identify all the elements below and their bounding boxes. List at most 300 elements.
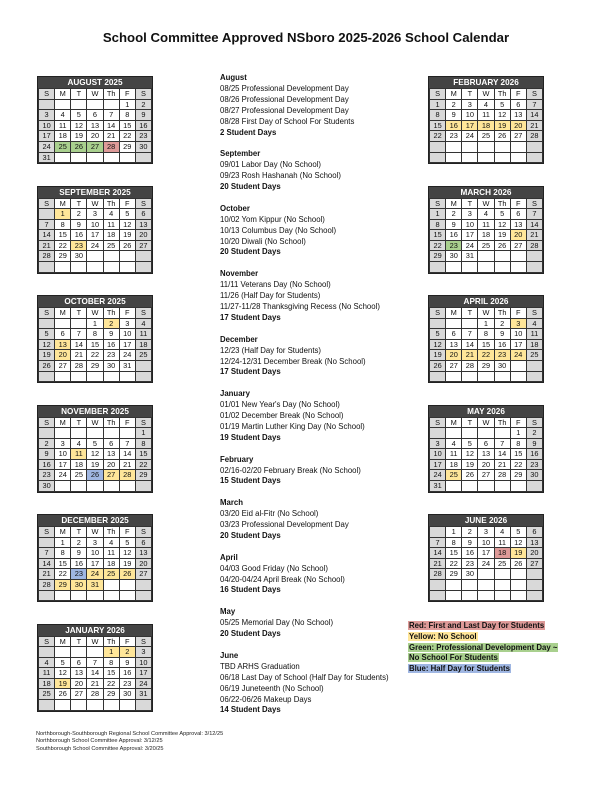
event-month-heading: December bbox=[220, 334, 258, 344]
legend-line bbox=[408, 632, 558, 643]
calendar-day: 19 bbox=[71, 131, 87, 142]
calendar-day: 25 bbox=[478, 131, 494, 142]
weekday-header: S bbox=[526, 198, 542, 209]
calendar-day bbox=[71, 152, 87, 163]
calendar-day bbox=[526, 569, 542, 580]
event-item: 08/26 Professional Development Day bbox=[220, 94, 349, 104]
calendar-day: 26 bbox=[119, 240, 135, 251]
calendar-day: 7 bbox=[494, 438, 510, 449]
calendar-day: 8 bbox=[103, 657, 119, 668]
calendar-day bbox=[526, 262, 542, 273]
legend-text: Red: First and Last Day for Students bbox=[409, 621, 545, 630]
calendar-day bbox=[39, 318, 55, 329]
calendar-day: 13 bbox=[87, 120, 103, 131]
calendar-day: 2 bbox=[526, 428, 542, 439]
calendar-day: 11 bbox=[103, 548, 119, 559]
calendar-day: 10 bbox=[510, 329, 526, 340]
calendar-day: 7 bbox=[39, 219, 55, 230]
calendar-day: 11 bbox=[103, 219, 119, 230]
calendar-day bbox=[103, 99, 119, 110]
event-item: 08/28 First Day of School For Students bbox=[220, 116, 355, 126]
calendar-day: 12 bbox=[510, 537, 526, 548]
calendar-day: 29 bbox=[55, 579, 71, 590]
calendar-day: 31 bbox=[462, 251, 478, 262]
event-month-group bbox=[220, 607, 389, 640]
calendar-day: 28 bbox=[71, 360, 87, 371]
calendar-day: 30 bbox=[71, 251, 87, 262]
event-month-heading: March bbox=[220, 498, 243, 508]
calendar-day: 21 bbox=[39, 240, 55, 251]
month-calendar bbox=[428, 405, 544, 493]
calendar-day: 7 bbox=[87, 657, 103, 668]
calendar-day: 20 bbox=[510, 230, 526, 241]
calendar-week-row bbox=[430, 428, 543, 439]
calendar-day: 10 bbox=[87, 548, 103, 559]
calendar-day: 27 bbox=[510, 131, 526, 142]
calendar-day bbox=[87, 152, 103, 163]
calendar-day: 7 bbox=[71, 329, 87, 340]
weekday-header-row bbox=[39, 308, 152, 319]
event-item: 01/02 December Break (No School) bbox=[220, 411, 344, 421]
calendar-day bbox=[494, 251, 510, 262]
calendar-day bbox=[526, 152, 542, 163]
calendar-day: 3 bbox=[119, 318, 135, 329]
calendar-day: 30 bbox=[526, 470, 542, 481]
calendar-day: 4 bbox=[55, 110, 71, 121]
weekday-header: S bbox=[135, 636, 151, 647]
calendar-day bbox=[446, 481, 462, 492]
calendar-day bbox=[103, 428, 119, 439]
calendar-day: 28 bbox=[526, 131, 542, 142]
calendar-day: 6 bbox=[510, 209, 526, 220]
calendar-day: 9 bbox=[71, 219, 87, 230]
calendar-day: 4 bbox=[478, 99, 494, 110]
calendar-day bbox=[39, 647, 55, 658]
calendar-day bbox=[478, 569, 494, 580]
calendar-day: 9 bbox=[71, 548, 87, 559]
calendar-day: 5 bbox=[430, 329, 446, 340]
calendar-day: 23 bbox=[135, 131, 151, 142]
calendar-day bbox=[135, 262, 151, 273]
event-month-heading: January bbox=[220, 389, 250, 399]
calendar-day: 22 bbox=[430, 240, 446, 251]
calendar-day: 30 bbox=[119, 689, 135, 700]
calendar-day: 18 bbox=[478, 230, 494, 241]
weekday-header: M bbox=[55, 527, 71, 538]
calendar-day: 25 bbox=[494, 558, 510, 569]
calendar-day: 13 bbox=[446, 339, 462, 350]
calendar-week-row bbox=[39, 350, 152, 361]
weekday-header: M bbox=[446, 308, 462, 319]
calendar-day: 17 bbox=[135, 668, 151, 679]
calendar-month-title: FEBRUARY 2026 bbox=[429, 77, 543, 88]
calendar-day: 7 bbox=[462, 329, 478, 340]
calendar-day: 8 bbox=[119, 110, 135, 121]
weekday-header: Th bbox=[494, 308, 510, 319]
calendar-day: 16 bbox=[135, 120, 151, 131]
student-days-total: 20 Student Days bbox=[220, 629, 281, 639]
calendar-day: 12 bbox=[462, 449, 478, 460]
calendar-day: 31 bbox=[39, 152, 55, 163]
calendar-day: 24 bbox=[478, 558, 494, 569]
calendar-day: 26 bbox=[510, 558, 526, 569]
weekday-header: S bbox=[526, 308, 542, 319]
calendar-day: 25 bbox=[478, 240, 494, 251]
calendar-day: 19 bbox=[462, 459, 478, 470]
calendar-day bbox=[119, 262, 135, 273]
calendar-day: 24 bbox=[119, 350, 135, 361]
calendar-day: 29 bbox=[87, 360, 103, 371]
calendar-day: 4 bbox=[494, 527, 510, 538]
calendar-day: 7 bbox=[526, 99, 542, 110]
calendar-day bbox=[71, 700, 87, 711]
calendar-day: 23 bbox=[39, 470, 55, 481]
calendar-day: 19 bbox=[510, 548, 526, 559]
calendar-day: 8 bbox=[430, 219, 446, 230]
calendar-day: 8 bbox=[478, 329, 494, 340]
calendar-day bbox=[55, 590, 71, 601]
event-month-group bbox=[220, 73, 389, 138]
event-item: 11/11 Veterans Day (No School) bbox=[220, 280, 331, 290]
calendar-day: 13 bbox=[55, 339, 71, 350]
event-item: 10/20 Diwali (No School) bbox=[220, 236, 306, 246]
calendar-month-title: APRIL 2026 bbox=[429, 296, 543, 307]
calendar-day bbox=[510, 569, 526, 580]
calendar-day: 22 bbox=[119, 131, 135, 142]
calendar-day bbox=[39, 262, 55, 273]
calendar-day: 17 bbox=[462, 120, 478, 131]
event-item: 09/23 Rosh Hashanah (No School) bbox=[220, 171, 341, 181]
calendar-week-row bbox=[430, 339, 543, 350]
calendar-day bbox=[430, 579, 446, 590]
calendar-day: 9 bbox=[119, 657, 135, 668]
month-calendar bbox=[37, 295, 153, 383]
calendar-day: 11 bbox=[494, 537, 510, 548]
calendar-day bbox=[510, 371, 526, 382]
calendar-week-row bbox=[39, 678, 152, 689]
calendar-day bbox=[526, 590, 542, 601]
calendar-day bbox=[119, 700, 135, 711]
calendar-day bbox=[39, 537, 55, 548]
legend-text: Green: Professional Development Day ~ bbox=[409, 642, 558, 652]
calendar-day bbox=[430, 141, 446, 152]
calendar-day bbox=[526, 579, 542, 590]
weekday-header: T bbox=[462, 308, 478, 319]
calendar-day: 6 bbox=[55, 329, 71, 340]
calendar-day: 15 bbox=[478, 339, 494, 350]
calendar-day: 3 bbox=[87, 537, 103, 548]
weekday-header: T bbox=[71, 89, 87, 100]
calendar-day: 24 bbox=[135, 678, 151, 689]
calendar-day: 27 bbox=[55, 360, 71, 371]
calendar-week-row bbox=[39, 579, 152, 590]
calendar-day bbox=[462, 152, 478, 163]
calendar-day bbox=[103, 152, 119, 163]
weekday-header: W bbox=[87, 417, 103, 428]
calendar-day bbox=[478, 579, 494, 590]
calendar-day: 20 bbox=[478, 459, 494, 470]
calendar-day: 27 bbox=[478, 470, 494, 481]
event-item: TBD ARHS Graduation bbox=[220, 661, 300, 671]
calendar-day: 23 bbox=[494, 350, 510, 361]
calendar-day: 10 bbox=[478, 537, 494, 548]
calendar-day: 14 bbox=[71, 339, 87, 350]
student-days-total: 15 Student Days bbox=[220, 476, 281, 486]
calendar-day: 8 bbox=[55, 548, 71, 559]
weekday-header: W bbox=[478, 308, 494, 319]
calendar-week-row bbox=[39, 449, 152, 460]
calendar-day: 22 bbox=[103, 678, 119, 689]
calendar-day: 20 bbox=[103, 459, 119, 470]
calendar-day: 27 bbox=[135, 569, 151, 580]
calendar-week-row bbox=[430, 470, 543, 481]
calendar-day: 18 bbox=[103, 558, 119, 569]
calendar-day bbox=[446, 579, 462, 590]
calendar-day: 14 bbox=[119, 449, 135, 460]
calendar-day: 22 bbox=[430, 131, 446, 142]
calendar-day: 25 bbox=[526, 350, 542, 361]
calendar-day: 22 bbox=[478, 350, 494, 361]
calendar-day: 15 bbox=[103, 668, 119, 679]
calendar-month-title: MARCH 2026 bbox=[429, 187, 543, 198]
calendar-day: 13 bbox=[135, 548, 151, 559]
calendar-day: 26 bbox=[87, 470, 103, 481]
calendar-day: 23 bbox=[119, 678, 135, 689]
calendar-day bbox=[55, 481, 71, 492]
calendar-week-row bbox=[430, 99, 543, 110]
calendar-week-row bbox=[39, 360, 152, 371]
calendar-day: 30 bbox=[71, 579, 87, 590]
calendar-day: 23 bbox=[71, 240, 87, 251]
calendar-week-row bbox=[430, 141, 543, 152]
calendar-day: 18 bbox=[526, 339, 542, 350]
calendar-month-title: NOVEMBER 2025 bbox=[38, 406, 152, 417]
calendar-day: 29 bbox=[510, 470, 526, 481]
weekday-header: S bbox=[39, 636, 55, 647]
calendar-day bbox=[430, 590, 446, 601]
calendar-day bbox=[39, 371, 55, 382]
calendar-day: 29 bbox=[430, 251, 446, 262]
calendar-day bbox=[446, 262, 462, 273]
calendar-week-row bbox=[430, 548, 543, 559]
calendar-day: 13 bbox=[103, 449, 119, 460]
student-days-total: 20 Student Days bbox=[220, 530, 281, 540]
calendar-week-row bbox=[430, 251, 543, 262]
calendar-day: 17 bbox=[510, 339, 526, 350]
calendar-day: 11 bbox=[478, 110, 494, 121]
calendar-day: 30 bbox=[462, 569, 478, 580]
weekday-header: S bbox=[39, 417, 55, 428]
calendar-day: 6 bbox=[71, 657, 87, 668]
event-item: 12/23 (Half Day for Students) bbox=[220, 345, 321, 355]
calendar-day bbox=[462, 590, 478, 601]
calendar-day: 2 bbox=[39, 438, 55, 449]
weekday-header: W bbox=[478, 89, 494, 100]
calendar-day: 21 bbox=[526, 230, 542, 241]
calendar-day: 15 bbox=[430, 120, 446, 131]
calendar-day: 25 bbox=[135, 350, 151, 361]
weekday-header: S bbox=[39, 308, 55, 319]
calendar-day bbox=[430, 262, 446, 273]
student-days-total: 20 Student Days bbox=[220, 247, 281, 257]
calendar-day: 26 bbox=[55, 689, 71, 700]
calendar-day: 11 bbox=[478, 219, 494, 230]
calendar-day: 11 bbox=[446, 449, 462, 460]
event-item: 10/13 Columbus Day (No School) bbox=[220, 225, 337, 235]
weekday-header: M bbox=[55, 198, 71, 209]
event-month-group bbox=[220, 553, 389, 597]
calendar-day: 26 bbox=[430, 360, 446, 371]
calendar-day bbox=[430, 527, 446, 538]
calendar-day: 14 bbox=[462, 339, 478, 350]
calendar-day: 12 bbox=[494, 219, 510, 230]
calendar-day: 19 bbox=[39, 350, 55, 361]
calendar-day: 14 bbox=[526, 219, 542, 230]
calendar-day bbox=[494, 428, 510, 439]
calendar-day: 16 bbox=[71, 558, 87, 569]
calendar-day bbox=[87, 99, 103, 110]
calendar-day: 26 bbox=[462, 470, 478, 481]
calendar-day: 21 bbox=[526, 120, 542, 131]
calendar-day bbox=[526, 360, 542, 371]
event-month-group bbox=[220, 651, 389, 716]
calendar-day: 17 bbox=[87, 558, 103, 569]
calendar-day bbox=[87, 700, 103, 711]
month-calendar bbox=[37, 514, 153, 602]
month-calendar bbox=[428, 76, 544, 164]
calendar-day: 10 bbox=[119, 329, 135, 340]
calendar-day bbox=[478, 141, 494, 152]
calendar-day: 20 bbox=[526, 548, 542, 559]
calendar-day: 6 bbox=[446, 329, 462, 340]
legend-text: No School For Students bbox=[409, 653, 498, 663]
calendar-day bbox=[71, 647, 87, 658]
calendar-week-row bbox=[39, 141, 152, 152]
calendar-day: 22 bbox=[446, 558, 462, 569]
calendar-week-row bbox=[430, 329, 543, 340]
month-calendar bbox=[428, 514, 544, 602]
calendar-day: 3 bbox=[135, 647, 151, 658]
weekday-header: W bbox=[87, 308, 103, 319]
calendar-day: 30 bbox=[39, 481, 55, 492]
calendar-day: 29 bbox=[55, 251, 71, 262]
calendar-day bbox=[71, 371, 87, 382]
calendar-week-row bbox=[39, 657, 152, 668]
calendar-day: 19 bbox=[494, 230, 510, 241]
event-month-heading: February bbox=[220, 454, 254, 464]
calendar-day: 9 bbox=[494, 329, 510, 340]
calendar-day bbox=[510, 141, 526, 152]
calendar-day bbox=[39, 428, 55, 439]
calendar-day: 28 bbox=[39, 251, 55, 262]
calendar-day: 26 bbox=[119, 569, 135, 580]
calendar-day: 22 bbox=[510, 459, 526, 470]
calendar-day bbox=[462, 579, 478, 590]
calendar-day: 10 bbox=[39, 120, 55, 131]
legend-text: Yellow: No School bbox=[409, 631, 477, 641]
calendar-day: 5 bbox=[119, 537, 135, 548]
calendar-day: 27 bbox=[71, 689, 87, 700]
calendar-day: 24 bbox=[39, 141, 55, 152]
weekday-header: T bbox=[462, 417, 478, 428]
event-month-heading: June bbox=[220, 650, 239, 660]
event-month-group bbox=[220, 204, 389, 259]
calendar-day: 16 bbox=[494, 339, 510, 350]
weekday-header: F bbox=[510, 308, 526, 319]
calendar-day bbox=[510, 262, 526, 273]
student-days-total: 17 Student Days bbox=[220, 312, 281, 322]
calendar-day: 5 bbox=[510, 527, 526, 538]
event-month-group bbox=[220, 149, 389, 193]
calendar-week-row bbox=[39, 558, 152, 569]
calendar-day bbox=[446, 152, 462, 163]
weekday-header: T bbox=[71, 308, 87, 319]
calendar-day bbox=[494, 569, 510, 580]
calendar-day: 8 bbox=[510, 438, 526, 449]
calendar-day: 20 bbox=[510, 120, 526, 131]
calendar-day bbox=[430, 152, 446, 163]
calendar-day bbox=[135, 579, 151, 590]
weekday-header: S bbox=[430, 308, 446, 319]
calendar-day: 16 bbox=[462, 548, 478, 559]
month-calendar bbox=[428, 295, 544, 383]
calendar-day bbox=[87, 481, 103, 492]
calendar-day: 5 bbox=[462, 438, 478, 449]
weekday-header: S bbox=[39, 527, 55, 538]
calendar-day bbox=[462, 428, 478, 439]
weekday-header-row bbox=[39, 198, 152, 209]
calendar-day: 30 bbox=[494, 360, 510, 371]
calendar-day: 7 bbox=[103, 110, 119, 121]
calendar-day bbox=[71, 99, 87, 110]
weekday-header: Th bbox=[494, 89, 510, 100]
legend-line bbox=[408, 643, 558, 654]
weekday-header: F bbox=[119, 198, 135, 209]
calendar-day bbox=[39, 590, 55, 601]
weekday-header: Th bbox=[103, 527, 119, 538]
calendar-day bbox=[462, 318, 478, 329]
weekday-header: T bbox=[462, 89, 478, 100]
calendar-day: 1 bbox=[119, 99, 135, 110]
calendar-week-row bbox=[39, 240, 152, 251]
calendar-day: 25 bbox=[39, 689, 55, 700]
calendar-week-row bbox=[39, 318, 152, 329]
calendar-day: 21 bbox=[119, 459, 135, 470]
calendar-day: 13 bbox=[135, 219, 151, 230]
event-month-heading: November bbox=[220, 269, 259, 279]
calendar-day: 18 bbox=[71, 459, 87, 470]
event-item: 08/25 Professional Development Day bbox=[220, 83, 349, 93]
event-month-group bbox=[220, 389, 389, 444]
calendar-day bbox=[103, 262, 119, 273]
weekday-header: S bbox=[430, 417, 446, 428]
calendar-day: 14 bbox=[87, 668, 103, 679]
calendar-week-row bbox=[39, 110, 152, 121]
calendar-week-row bbox=[39, 219, 152, 230]
legend-line bbox=[408, 653, 558, 664]
weekday-header: W bbox=[87, 89, 103, 100]
calendar-day bbox=[135, 371, 151, 382]
calendar-day: 2 bbox=[494, 318, 510, 329]
calendar-day: 4 bbox=[71, 438, 87, 449]
calendar-day bbox=[71, 590, 87, 601]
weekday-header: Th bbox=[103, 89, 119, 100]
calendar-week-row bbox=[430, 262, 543, 273]
calendar-week-row bbox=[430, 120, 543, 131]
student-days-total: 14 Student Days bbox=[220, 705, 281, 715]
weekday-header-row bbox=[39, 527, 152, 538]
calendar-month-title: JUNE 2026 bbox=[429, 515, 543, 526]
